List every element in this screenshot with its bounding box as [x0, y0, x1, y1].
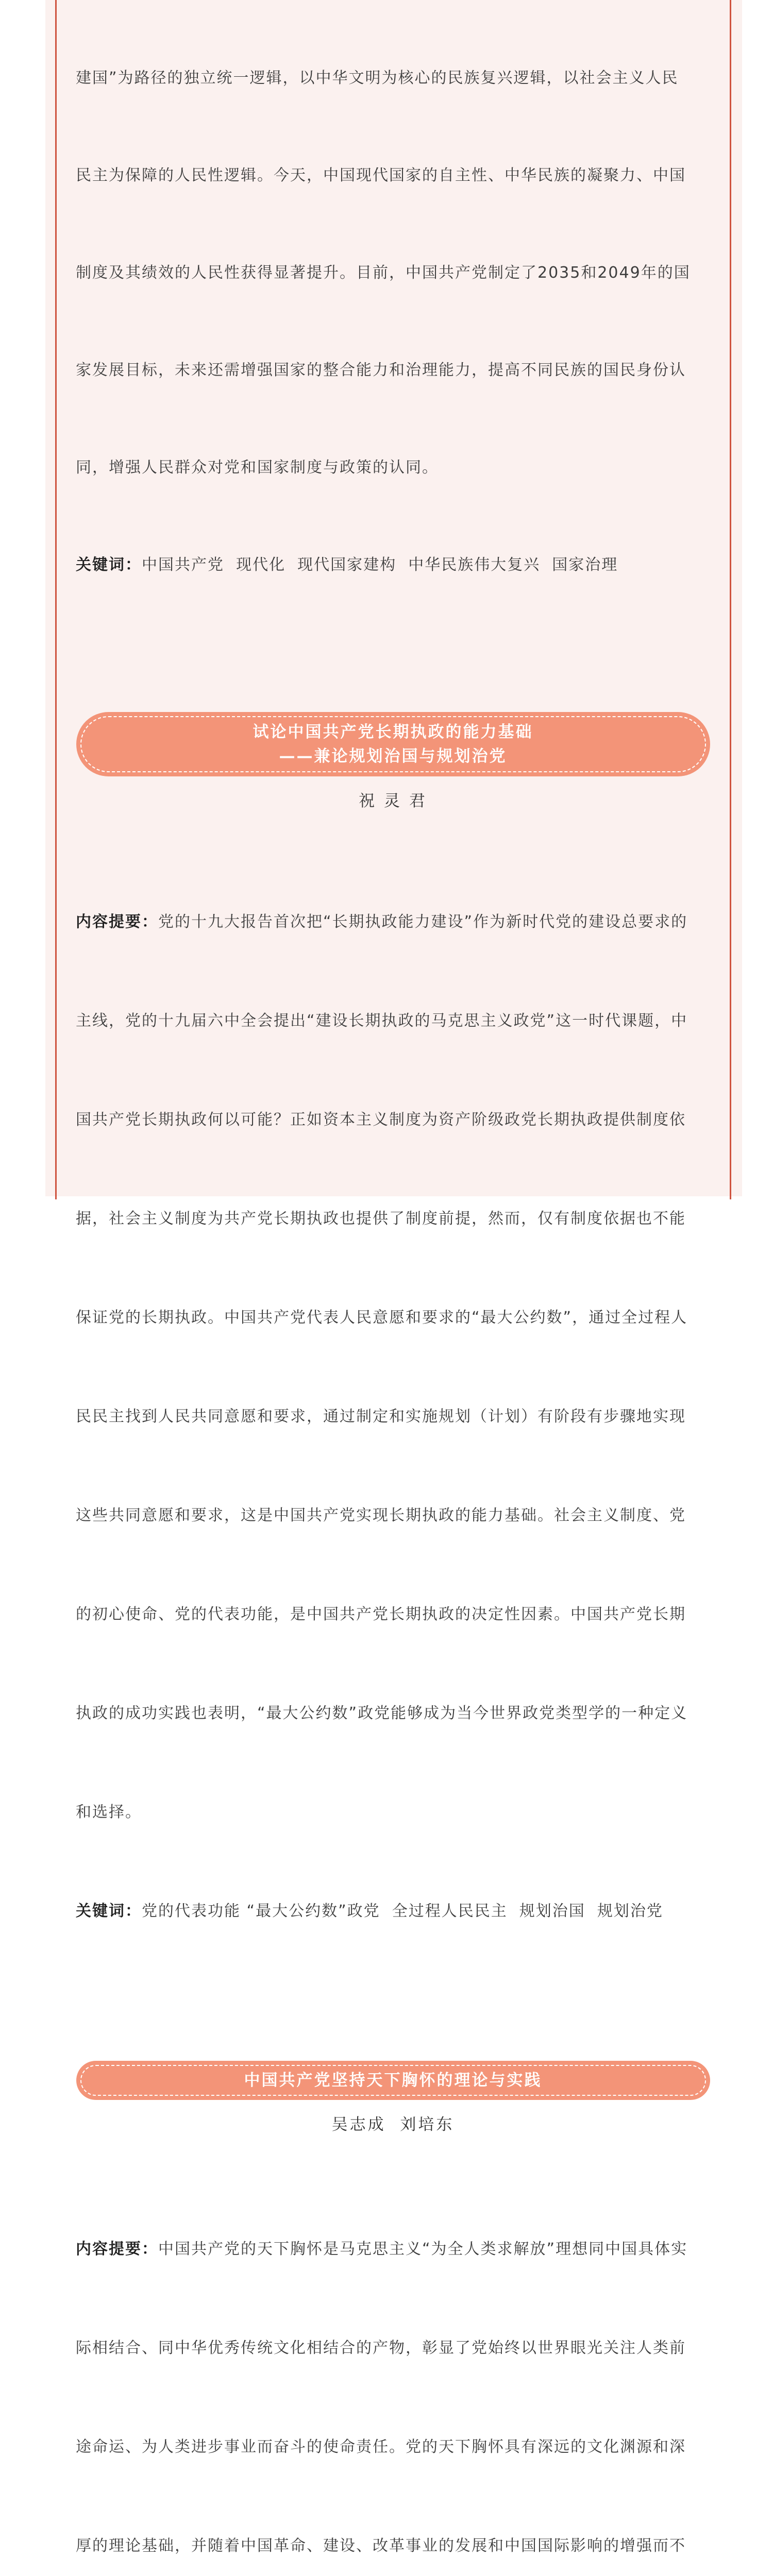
text-line: 的初心使命、党的代表功能，是中国共产党长期执政的决定性因素。中国共产党长期	[76, 1605, 686, 1623]
text-line: 执政的成功实践也表明，“最大公约数”政党能够成为当今世界政党类型学的一种定义	[76, 1704, 688, 1722]
article-title-banner[interactable]	[76, 712, 710, 776]
text-line: 民主为保障的人民性逻辑。今天，中国现代国家的自主性、中华民族的凝聚力、中国	[76, 166, 686, 184]
text-line: 民民主找到人民共同意愿和要求，通过制定和实施规划（计划）有阶段有步骤地实现	[76, 1408, 686, 1426]
article-abstract	[76, 840, 710, 1994]
text-line: 和选择。	[76, 1803, 142, 1821]
text-line: 厚的理论基础，并随着中国革命、建设、改革事业的发展和中国国际影响的增强而不	[76, 2537, 686, 2555]
banner-dashed-border	[80, 2065, 706, 2096]
keywords-label: 关键词：	[76, 556, 142, 574]
text-line: 保证党的长期执政。中国共产党代表人民意愿和要求的“最大公约数”，通过全过程人	[76, 1309, 688, 1327]
text-line	[76, 906, 710, 939]
article-title-banner[interactable]	[76, 2061, 710, 2100]
text-line: 主线，党的十九届六中全会提出“建设长期执政的马克思主义政党”这一时代课题，中	[76, 1012, 688, 1030]
keywords-text: 党的代表功能 “最大公约数”政党 全过程人民民主 规划治国 规划治党	[142, 1902, 663, 1920]
article-title: 中国共产党坚持天下胸怀的理论与实践	[244, 2071, 542, 2090]
article-author: 吴志成 刘培东	[331, 2115, 455, 2134]
article-block-1	[76, 712, 710, 1994]
article-content	[76, 0, 710, 2576]
keywords-text: 中国共产党 现代化 现代国家建构 中华民族伟大复兴 国家治理	[142, 556, 618, 574]
abstract-label: 内容提要：	[76, 913, 158, 931]
text-line	[76, 2233, 710, 2266]
article-title: 试论中国共产党长期执政的能力基础	[253, 722, 533, 741]
keywords-line	[76, 1895, 710, 1928]
text-line: 制度及其绩效的人民性获得显著提升。目前，中国共产党制定了2035和2049年的国	[76, 264, 691, 282]
text-line: 同，增强人民群众对党和国家制度与政策的认同。	[76, 459, 439, 477]
text-line: 建国”为路径的独立统一逻辑，以中华文明为核心的民族复兴逻辑，以社会主义人民	[76, 69, 679, 87]
keywords-line	[76, 549, 710, 581]
article-author: 祝 灵 君	[359, 792, 427, 810]
text-line: 途命运、为人类进步事业而奋斗的使命责任。党的天下胸怀具有深远的文化渊源和深	[76, 2438, 686, 2456]
abstract-text: 中国共产党的天下胸怀是马克思主义“为全人类求解放”理想同中国具体实	[158, 2240, 688, 2258]
text-line: 家发展目标，未来还需增强国家的整合能力和治理能力，提高不同民族的国民身份认	[76, 361, 686, 379]
abstract-text: 党的十九大报告首次把“长期执政能力建设”作为新时代党的建设总要求的	[158, 913, 688, 931]
keywords-label: 关键词：	[76, 1902, 142, 1920]
text-line: 据，社会主义制度为共产党长期执政也提供了制度前提，然而，仅有制度依据也不能	[76, 1210, 686, 1228]
text-line: 国共产党长期执政何以可能？正如资本主义制度为资产阶级政党长期执政提供制度依	[76, 1111, 686, 1129]
text-line: 际相结合、同中华优秀传统文化相结合的产物，彰显了党始终以世界眼光关注人类前	[76, 2339, 686, 2357]
text-line: 这些共同意愿和要求，这是中国共产党实现长期执政的能力基础。社会主义制度、党	[76, 1506, 686, 1524]
abstract-continued	[76, 0, 710, 646]
article-block-2	[76, 2061, 710, 2576]
article-abstract	[76, 2167, 710, 2576]
abstract-label: 内容提要：	[76, 2240, 158, 2258]
article-subtitle: ——兼论规划治国与规划治党	[279, 747, 507, 766]
banner-dashed-border	[80, 716, 706, 772]
article-card	[45, 0, 742, 2555]
